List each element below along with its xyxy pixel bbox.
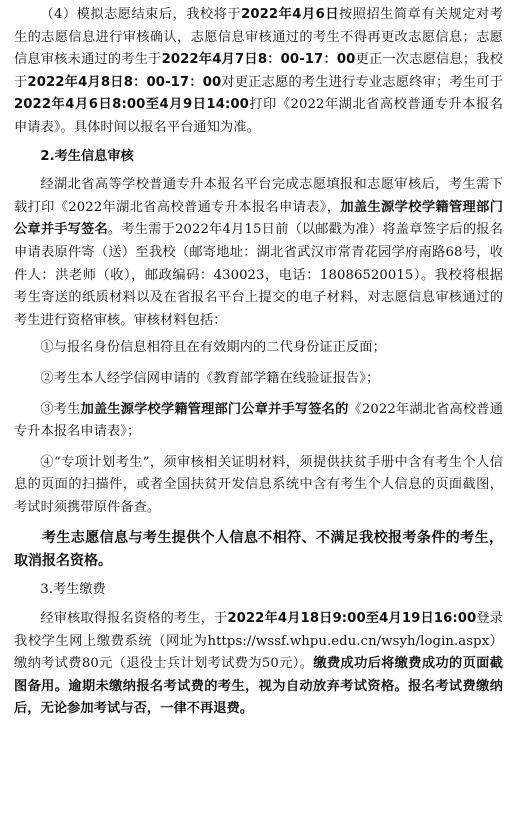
time-bold: 2022年4月18日9:00至4月19日16:00 — [227, 611, 477, 627]
paragraph-info-review — [14, 174, 503, 332]
text: 经审核取得报名资格的考生，于 — [40, 611, 228, 627]
text: 对更正志愿的考生进行专业志愿终审；考生可于 — [221, 74, 503, 90]
section-heading-info-review: 2.考生信息审核 — [40, 148, 134, 164]
text: 按照招生简章有关规定对考生的志愿信息进行审核确认，志愿信息审核通过的考生不得再更改志愿信息；志愿信息审核未通过的考生于 — [14, 7, 504, 68]
list-item-verification-report: ②考生本人经学信网申请的《教育部学籍在线验证报告》； — [40, 370, 380, 386]
time-bold: 2022年4月6日8:00至4月9日14:00 — [14, 97, 249, 113]
text: 登录我校学生网上缴费系统（网址为https://wssf.whpu.edu.cn/wsyh/login.aspx）缴纳考试费80元（退役士兵计划考试费为50元）。 — [14, 611, 503, 672]
section-heading-payment: 3.考生缴费 — [40, 582, 106, 598]
list-item-id-card: ①与报名身份信息相符且在有效期内的二代身份证正反面； — [40, 340, 386, 356]
list-item-application-form — [14, 399, 503, 444]
emphasis-bold: 加盖生源学校学籍管理部门公章并手写签名的 — [80, 401, 349, 417]
paragraph-payment — [14, 608, 503, 721]
text: 。考生需于2022年4月15日前（以邮戳为准）将盖章签字后的报名申请表原件寄（送）至我校（邮寄地址：湖北省武汉市常青花园学府南路68号，收件人：洪老师（收），邮政编码：430023，电话：18086520015）。我校将根据考生寄送的纸质材料以及在省报名平台上提交的电子材料，对志愿信息审核通过的考生进行资格审核。审核材料包括： — [14, 222, 504, 328]
emphasis-bold: 缴费成功后将缴费成功的页面截图备用。逾期未缴纳报名考试费的考生，视为自动放弃考试资格。报名考试费缴纳后，无论参加考试与否，一律不再退费。 — [14, 656, 503, 717]
date-bold: 2022年4月6日 — [241, 7, 340, 22]
time-bold: 2022年4月8日8：00-17：00 — [27, 74, 222, 90]
paragraph-mock-volunteer — [14, 4, 503, 140]
text: ③考生 — [40, 401, 81, 417]
list-item-special-plan: ④“专项计划考生”，须审核相关证明材料，须提供扶贫手册中含有考生个人信息的页面的扫描件，或者全国扶贫开发信息系统中含有考生个人信息的页面截图，考试时须携带原件备查。 — [14, 454, 503, 515]
text: 更正一次志愿信息；我校于 — [14, 52, 503, 90]
text: 经湖北省高等学校普通专升本报名平台完成志愿填报和志愿审核后，考生需下载打印《2022年湖北省高校普通专升本报名申请表》， — [14, 177, 503, 215]
text: 打印《2022年湖北省高校普通专升本报名申请表》。具体时间以报名平台通知为准。 — [14, 97, 503, 135]
time-bold: 2022年4月7日8：00-17：00 — [161, 52, 356, 68]
text: 《2022年湖北省高校普通专升本报名申请表》； — [14, 401, 503, 440]
text: （4）模拟志愿结束后，我校将于 — [40, 7, 242, 22]
warning-notice: 考生志愿信息与考生提供个人信息不相符、不满足我校报考条件的考生，取消报名资格。 — [14, 530, 503, 570]
emphasis-bold: 加盖生源学校学籍管理部门公章并手写签名 — [14, 199, 503, 238]
